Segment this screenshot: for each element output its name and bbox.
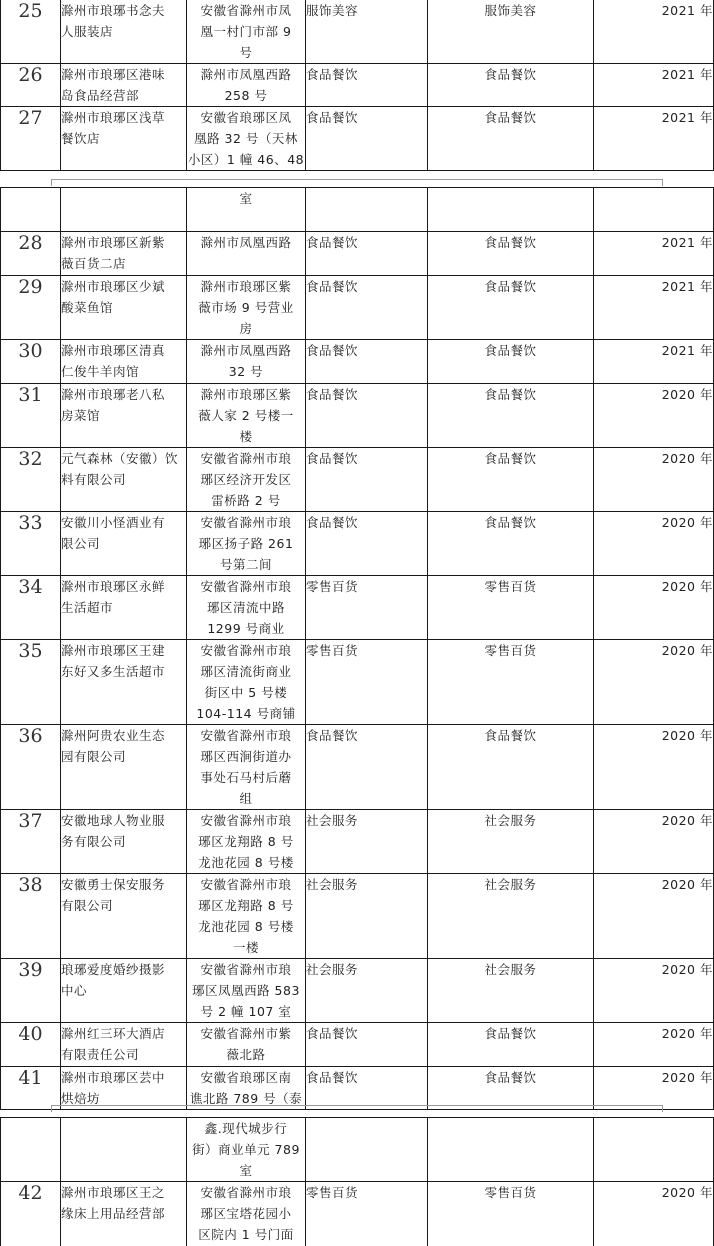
table-row [1, 107, 714, 171]
category-primary: 社会服务 [306, 877, 359, 892]
table-row [1, 640, 714, 725]
company-name: 滁州市琅琊区浅草 餐饮店 [61, 110, 166, 146]
year: 2020 年 [661, 451, 713, 466]
company-address: 安徽省滁州市凤 凰一村门市部 9 号 [200, 3, 292, 60]
category-secondary: 社会服务 [484, 877, 537, 892]
company-name: 安徽勇士保安服务 有限公司 [61, 877, 166, 913]
company-name: 滁州市琅琊区芸中 烘焙坊 [61, 1070, 166, 1106]
company-address: 滁州市琅琊区紫 薇市场 9 号营业 房 [198, 279, 294, 336]
category-secondary: 食品餐饮 [484, 279, 537, 294]
company-address: 安徽省琅琊区南 谯北路 789 号（泰 [189, 1070, 303, 1106]
table-row [1, 340, 714, 384]
company-name: 滁州红三环大酒店 有限责任公司 [61, 1026, 166, 1062]
category-secondary: 食品餐饮 [484, 515, 537, 530]
year: 2020 年 [661, 962, 713, 977]
row-number: 36 [1, 725, 61, 810]
year: 2021 年 [661, 110, 713, 125]
row-number: 35 [1, 640, 61, 725]
company-name: 安徽地球人物业服 务有限公司 [61, 813, 166, 849]
category-secondary: 食品餐饮 [484, 343, 537, 358]
company-address: 安徽省滁州市紫 薇北路 [200, 1026, 292, 1062]
year: 2021 年 [661, 279, 713, 294]
page-corner-mark [662, 1105, 663, 1112]
category-primary: 食品餐饮 [306, 343, 359, 358]
category-primary: 社会服务 [306, 962, 359, 977]
category-secondary: 食品餐饮 [484, 235, 537, 250]
records-table-part-3 [0, 1117, 714, 1246]
company-address: 安徽省滁州市琅 琊区经济开发区 雷桥路 2 号 [200, 451, 292, 508]
year: 2020 年 [661, 1070, 713, 1085]
category-secondary: 零售百货 [484, 1185, 537, 1200]
category-secondary: 食品餐饮 [484, 1026, 537, 1041]
year: 2020 年 [661, 515, 713, 530]
category-secondary: 社会服务 [484, 962, 537, 977]
row-number: 26 [1, 64, 61, 107]
category-secondary: 食品餐饮 [484, 728, 537, 743]
year: 2020 年 [661, 813, 713, 828]
row-number: 42 [1, 1182, 61, 1246]
table-row [1, 512, 714, 576]
category-secondary: 零售百货 [484, 643, 537, 658]
row-number [1, 1118, 61, 1182]
company-name: 滁州市琅琊区少斌 酸菜鱼馆 [61, 279, 166, 315]
company-name: 滁州阿贵农业生态 园有限公司 [61, 728, 166, 764]
category-secondary: 食品餐饮 [484, 387, 537, 402]
table-row [1, 276, 714, 340]
company-address: 安徽省滁州市琅 琊区西涧街道办 事处石马村后蘑 组 [200, 728, 292, 806]
company-address: 鑫.现代城步行 街）商业单元 789 室 [192, 1121, 300, 1178]
company-address: 安徽省滁州市琅 琊区宝塔花园小 区院内 1 号门面 [198, 1185, 294, 1242]
company-address: 滁州市凤凰西路 [200, 235, 292, 250]
year: 2020 年 [661, 643, 713, 658]
category-primary: 零售百货 [306, 643, 359, 658]
category-secondary: 食品餐饮 [484, 451, 537, 466]
table-row [1, 1182, 714, 1246]
company-name: 安徽川小怪酒业有 限公司 [61, 515, 166, 551]
records-table-part-1 [0, 0, 714, 171]
row-number: 39 [1, 959, 61, 1023]
company-address: 安徽省滁州市琅 琊区龙翔路 8 号 龙池花园 8 号楼 [198, 813, 294, 870]
table-row [1, 725, 714, 810]
table-row [1, 384, 714, 448]
category-primary: 零售百货 [306, 1185, 359, 1200]
table-row [1, 874, 714, 959]
category-primary: 食品餐饮 [306, 110, 359, 125]
table-row [1, 1067, 714, 1110]
year: 2020 年 [661, 1026, 713, 1041]
category-secondary: 食品餐饮 [484, 67, 537, 82]
company-address: 滁州市琅琊区紫 薇人家 2 号楼一 楼 [198, 387, 294, 444]
year: 2020 年 [661, 1185, 713, 1200]
row-number: 37 [1, 810, 61, 874]
category-secondary: 服饰美容 [484, 3, 537, 18]
page-corner-mark [662, 179, 663, 186]
company-name: 滁州市琅琊区永鲜 生活超市 [61, 579, 166, 615]
year: 2020 年 [661, 728, 713, 743]
year: 2021 年 [661, 3, 713, 18]
company-address: 安徽省滁州市琅 琊区龙翔路 8 号 龙池花园 8 号楼 一楼 [198, 877, 294, 955]
table-row-continuation [1, 1118, 714, 1182]
company-address: 安徽省滁州市琅 琊区清流街商业 街区中 5 号楼 104-114 号商铺 [196, 643, 296, 721]
table-row [1, 576, 714, 640]
company-address: 安徽省滁州市琅 琊区清流中路 1299 号商业 [200, 579, 292, 636]
company-name: 元气森林（安徽）饮 料有限公司 [61, 451, 179, 487]
category-primary: 零售百货 [306, 579, 359, 594]
table-row [1, 0, 714, 64]
company-address: 滁州市凤凰西路 32 号 [200, 343, 292, 379]
table-block-2 [0, 187, 714, 1110]
company-name: 滁州市琅琊区港味 岛食品经营部 [61, 67, 166, 103]
page-break-line [51, 1105, 663, 1106]
row-number: 29 [1, 276, 61, 340]
company-address: 滁州市凤凰西路 258 号 [200, 67, 292, 103]
company-address: 安徽省滁州市琅 琊区扬子路 261 号第二间 [198, 515, 294, 572]
table-row [1, 232, 714, 276]
category-primary: 食品餐饮 [306, 451, 359, 466]
table-block-1 [0, 0, 714, 171]
category-secondary: 社会服务 [484, 813, 537, 828]
page-corner-mark [51, 179, 52, 186]
table-row [1, 810, 714, 874]
row-number: 32 [1, 448, 61, 512]
year: 2020 年 [661, 877, 713, 892]
table-block-3 [0, 1117, 714, 1246]
company-name: 滁州市琅琊区新紫 薇百货二店 [61, 235, 166, 271]
category-primary: 食品餐饮 [306, 387, 359, 402]
category-primary: 食品餐饮 [306, 515, 359, 530]
table-row [1, 64, 714, 107]
company-address: 安徽省琅琊区凤 凰路 32 号（天林 小区）1 幢 46、48 [187, 110, 305, 167]
company-name: 滁州市琅琊区王建 东好又多生活超市 [61, 643, 166, 679]
category-primary: 食品餐饮 [306, 279, 359, 294]
category-primary: 食品餐饮 [306, 67, 359, 82]
year: 2020 年 [661, 579, 713, 594]
records-table-part-2 [0, 187, 714, 1110]
row-number: 27 [1, 107, 61, 171]
row-number: 28 [1, 232, 61, 276]
row-number: 41 [1, 1067, 61, 1110]
category-primary: 社会服务 [306, 813, 359, 828]
page-corner-mark [51, 1105, 52, 1112]
category-primary: 服饰美容 [306, 3, 359, 18]
company-name: 滁州市琅琊老八私 房菜馆 [61, 387, 166, 423]
company-name: 滁州市琅琊区王之 缘床上用品经营部 [61, 1185, 166, 1221]
page-break-line [51, 179, 663, 180]
row-number: 30 [1, 340, 61, 384]
row-number: 25 [1, 0, 61, 64]
category-primary: 食品餐饮 [306, 235, 359, 250]
company-address: 室 [239, 191, 253, 206]
table-row [1, 959, 714, 1023]
row-number: 34 [1, 576, 61, 640]
category-primary: 食品餐饮 [306, 1070, 359, 1085]
year: 2021 年 [661, 67, 713, 82]
category-secondary: 食品餐饮 [484, 1070, 537, 1085]
company-address: 安徽省滁州市琅 琊区凤凰西路 583 号 2 幢 107 室 [192, 962, 300, 1019]
company-name: 滁州市琅琊书念夫 人服装店 [61, 3, 166, 39]
table-row [1, 448, 714, 512]
category-primary: 食品餐饮 [306, 728, 359, 743]
row-number: 31 [1, 384, 61, 448]
company-name: 滁州市琅琊区清真 仁俊牛羊肉馆 [61, 343, 166, 379]
year: 2021 年 [661, 343, 713, 358]
table-row-continuation [1, 188, 714, 232]
row-number: 40 [1, 1023, 61, 1067]
category-primary: 食品餐饮 [306, 1026, 359, 1041]
category-secondary: 食品餐饮 [484, 110, 537, 125]
category-secondary: 零售百货 [484, 579, 537, 594]
table-row [1, 1023, 714, 1067]
year: 2021 年 [661, 235, 713, 250]
year: 2020 年 [661, 387, 713, 402]
row-number: 38 [1, 874, 61, 959]
row-number: 33 [1, 512, 61, 576]
row-number [1, 188, 61, 232]
company-name: 琅琊爱度婚纱摄影 中心 [61, 962, 166, 998]
